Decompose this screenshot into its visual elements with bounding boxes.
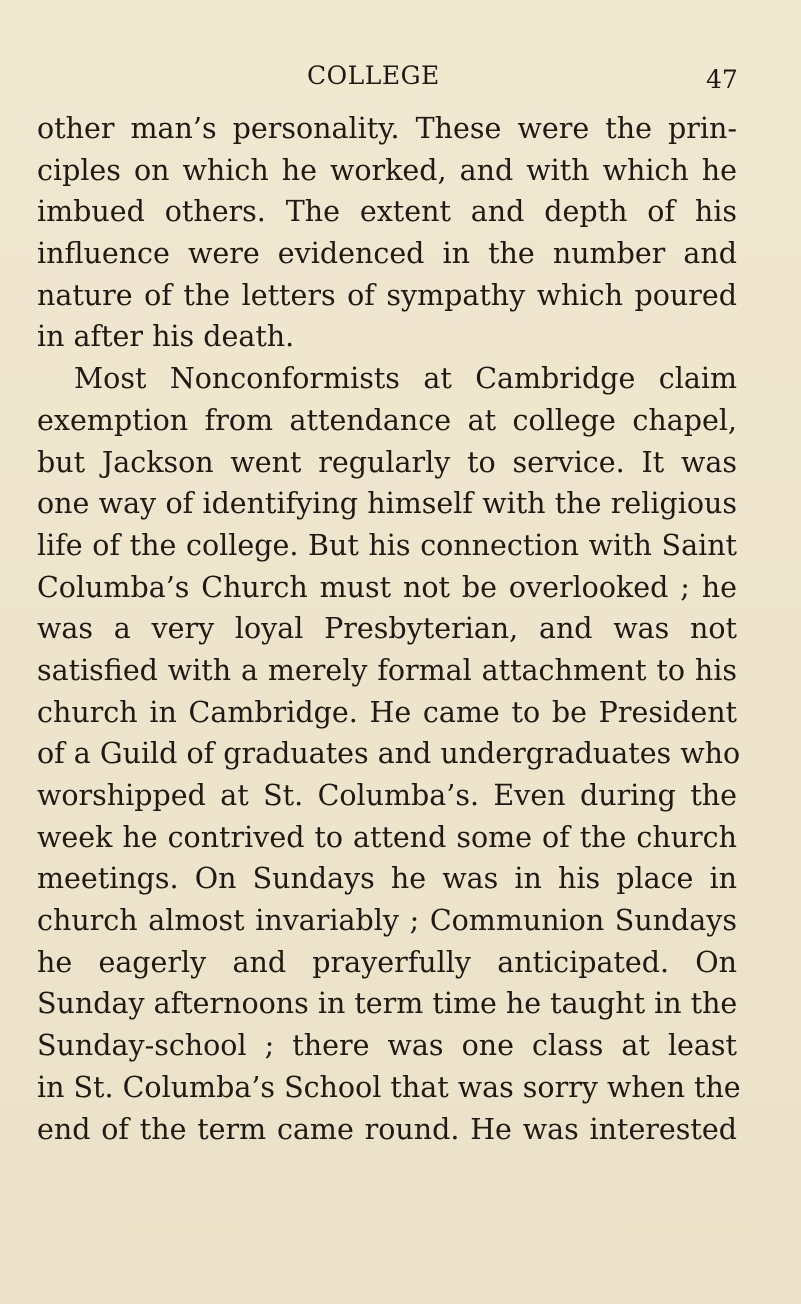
text-line: Most Nonconformists at Cambridge claim	[74, 362, 737, 396]
text-line: in after his death.	[37, 320, 295, 354]
text-line: end of the term came round. He was interested	[37, 1112, 737, 1146]
running-head: COLLEGE	[307, 61, 440, 90]
text-line: he eagerly and prayerfully anticipated. On	[37, 945, 737, 979]
text-line: week he contrived to attend some of the church	[37, 820, 737, 854]
text-line: one way of identifying himself with the religious	[37, 487, 737, 521]
text-line: exemption from attendance at college chapel,	[37, 403, 737, 437]
text-line: Sunday-school ; there was one class at least	[37, 1029, 737, 1063]
text-line: life of the college. But his connection with Saint	[37, 528, 737, 562]
text-line: ciples on which he worked, and with which he	[37, 153, 737, 187]
text-line: was a very loyal Presbyterian, and was not	[37, 612, 737, 646]
text-line: but Jackson went regularly to service. It was	[37, 445, 737, 479]
text-line: other man’s personality. These were the prin-	[37, 112, 737, 145]
text-line: imbued others. The extent and depth of his	[37, 195, 737, 229]
text-line: Sunday afternoons in term time he taught in the	[37, 987, 738, 1021]
text-line: nature of the letters of sympathy which poured	[37, 278, 737, 312]
text-line: of a Guild of graduates and undergraduates who	[37, 737, 741, 771]
text-line: Columba’s Church must not be overlooked ; he	[37, 570, 737, 604]
page-number: 47	[706, 65, 738, 94]
text-line: satisfied with a merely formal attachment to his	[37, 653, 737, 687]
text-line: church almost invariably ; Communion Sundays	[37, 904, 737, 938]
text-line: worshipped at St. Columba’s. Even during the	[37, 779, 737, 812]
text-line: influence were evidenced in the number and	[37, 237, 737, 271]
text-line: church in Cambridge. He came to be President	[37, 695, 737, 729]
text-line: meetings. On Sundays he was in his place in	[37, 862, 737, 896]
body-text	[37, 108, 741, 1150]
text-line: in St. Columba’s School that was sorry when the	[37, 1070, 741, 1104]
